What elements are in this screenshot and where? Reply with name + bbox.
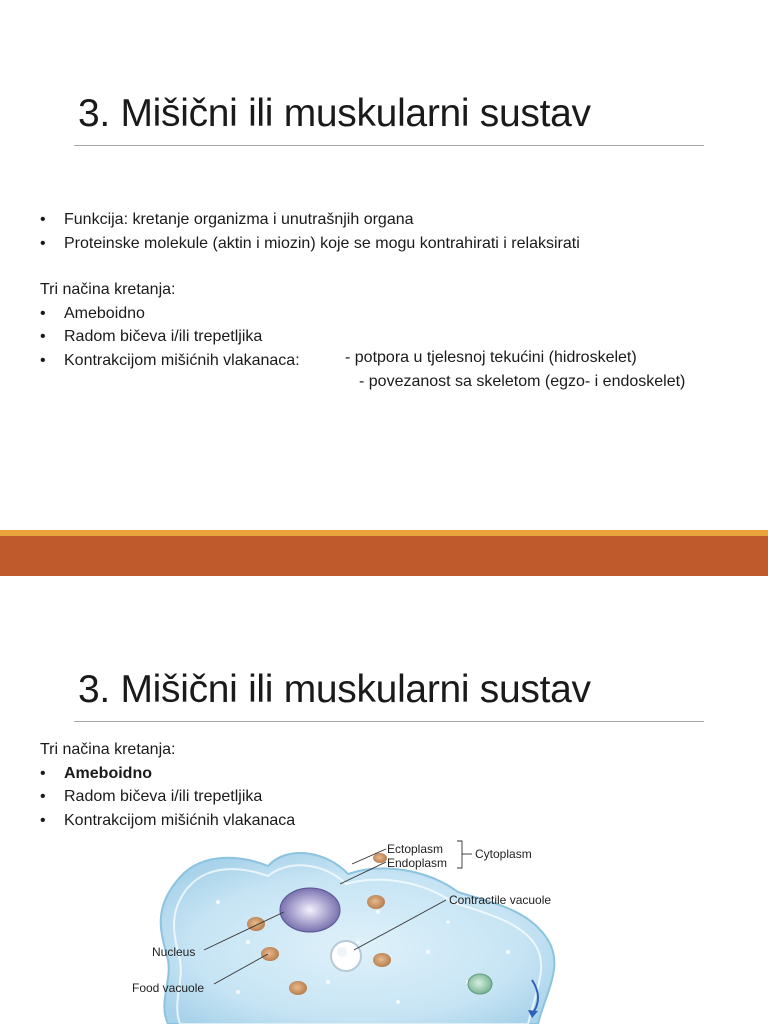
amoeba-cell-body <box>161 853 555 1024</box>
movement-item-highlighted <box>40 762 295 786</box>
movement-item <box>40 325 580 349</box>
label-contractile-vacuole: Contractile vacuole <box>449 893 552 907</box>
contractile-vacuole-shape <box>331 941 361 971</box>
movement-item <box>40 785 295 809</box>
movement-text: Ameboidno <box>64 304 145 322</box>
label-food-vacuole: Food vacuole <box>132 981 205 995</box>
bullet-text: Funkcija: kretanje organizma i unutrašnjih organa <box>64 211 414 228</box>
movement-text: Radom bičeva i/ili trepetljika <box>64 328 263 345</box>
bullet-dot: • <box>40 304 46 322</box>
bullet-dot: • <box>40 351 46 369</box>
amoeba-diagram <box>128 832 568 1024</box>
bullet-item <box>40 232 580 256</box>
subpoint-skeleton: - povezanost sa skeletom (egzo- i endoskelet) <box>359 372 686 390</box>
bullet-dot: • <box>40 211 46 228</box>
movement-item <box>40 302 580 326</box>
bullet-dot: • <box>40 811 46 829</box>
contraction-subpoints <box>345 346 685 393</box>
bullet-dot: • <box>40 328 46 345</box>
movement-heading: Tri načina kretanja: <box>40 281 176 298</box>
slide-2 <box>0 576 768 1024</box>
movement-text: Radom bičeva i/ili trepetljika <box>64 788 263 805</box>
nucleus-shape <box>280 888 340 932</box>
green-vacuole <box>468 974 492 994</box>
label-cytoplasm: Cytoplasm <box>475 847 532 861</box>
movement-item <box>40 809 295 833</box>
slide-1-title: 3. Mišični ili muskularni sustav <box>78 92 591 135</box>
subpoint-hydroskeleton: - potpora u tjelesnoj tekućini (hidroskelet) <box>345 349 637 366</box>
slide-2-title: 3. Mišični ili muskularni sustav <box>78 668 591 711</box>
label-endoplasm: Endoplasm <box>387 856 448 870</box>
slide-divider <box>0 530 768 576</box>
slide-1-title-rule <box>74 145 704 146</box>
movement-heading: Tri načina kretanja: <box>40 741 176 758</box>
movement-text: Kontrakcijom mišićnih vlakanaca: <box>64 351 300 369</box>
label-ectoplasm: Ectoplasm <box>387 842 444 856</box>
bullet-text: Proteinske molekule (aktin i miozin) koje se mogu kontrahirati i relaksirati <box>64 234 580 252</box>
divider-band <box>0 536 768 576</box>
bullet-dot: • <box>40 234 46 252</box>
amoeba-illustration <box>128 832 568 1024</box>
label-nucleus: Nucleus <box>152 945 196 959</box>
slide-2-body <box>40 738 295 832</box>
movement-text: Kontrakcijom mišićnih vlakanaca <box>64 811 296 829</box>
bullet-dot: • <box>40 764 46 782</box>
movement-text: Ameboidno <box>64 764 152 782</box>
bullet-item <box>40 208 580 232</box>
bullet-dot: • <box>40 788 46 805</box>
slide-2-title-rule <box>74 721 704 722</box>
